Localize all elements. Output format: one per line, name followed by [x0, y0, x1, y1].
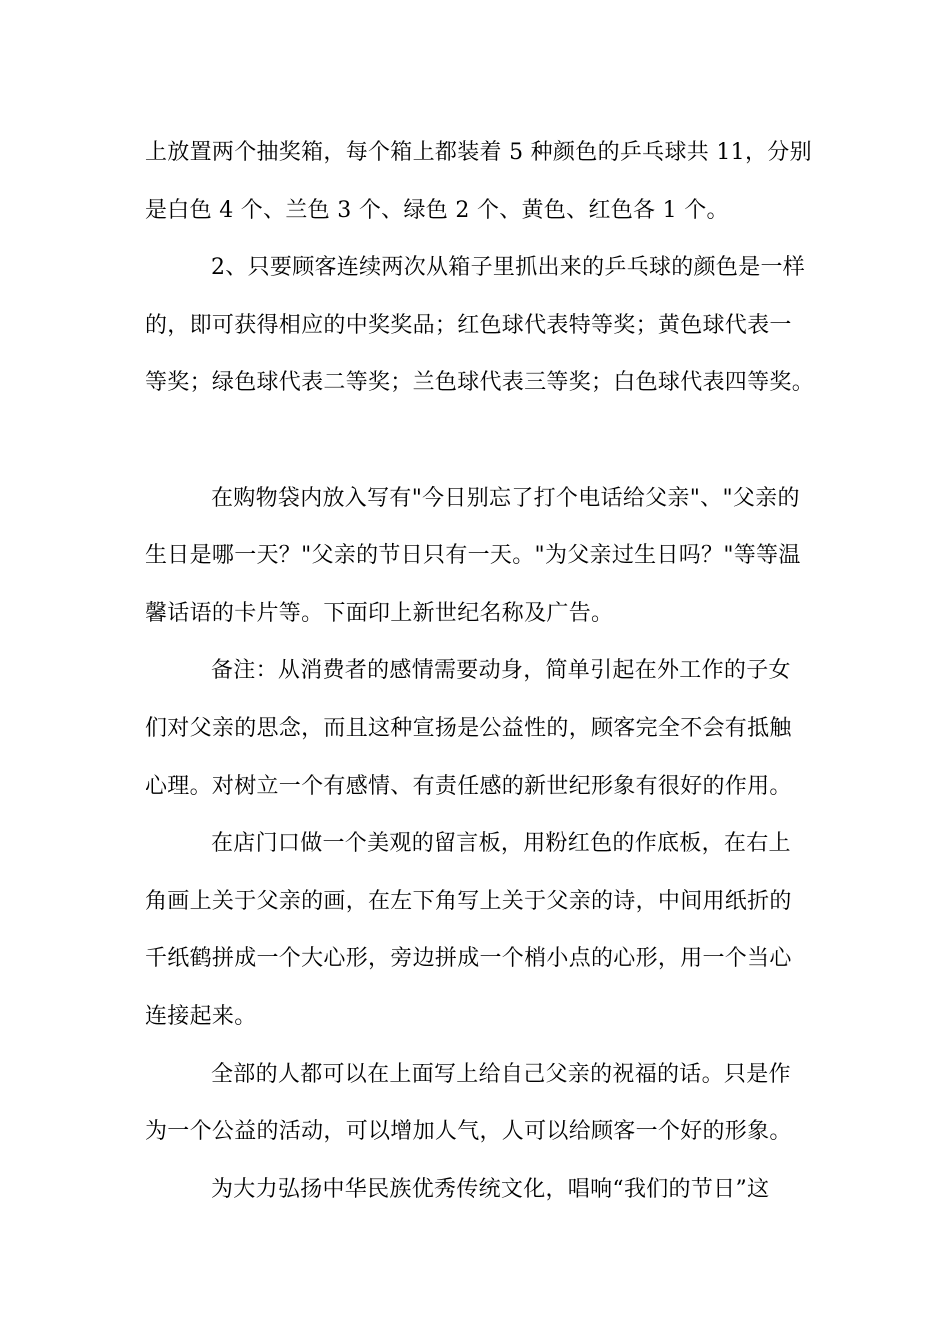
paragraph-traditional-culture [145, 1161, 815, 1219]
paragraph-lottery-boxes [145, 124, 815, 239]
text-line: 连接起来。 [145, 1003, 257, 1029]
text-line: 全部的人都可以在上面写上给自己父亲的祝福的话。只是作 [211, 1061, 791, 1087]
text-line: 生日是哪一天？"父亲的节日只有一天。"为父亲过生日吗？"等等温 [145, 543, 801, 569]
text-line: 为一个公益的活动，可以增加人气，人可以给顾客一个好的形象。 [145, 1119, 792, 1145]
paragraph-shopping-bag-cards [145, 470, 815, 643]
text-line: 在店门口做一个美观的留言板，用粉红色的作底板，在右上 [211, 831, 791, 857]
text-line: 在购物袋内放入写有"今日别忘了打个电话给父亲"、"父亲的 [211, 485, 800, 511]
text-line: 为大力弘扬中华民族优秀传统文化，唱响“我们的节日”这 [211, 1176, 770, 1202]
text-line: 千纸鹤拼成一个大心形，旁边拼成一个梢小点的心形，用一个当心 [145, 946, 792, 972]
text-line: 备注：从消费者的感情需要动身，简单引起在外工作的子女 [211, 658, 791, 684]
text-line: 馨话语的卡片等。下面印上新世纪名称及广告。 [145, 600, 614, 626]
text-line: 们对父亲的思念，而且这种宣扬是公益性的，顾客完全不会有抵触 [145, 715, 792, 741]
text-line: 上放置两个抽奖箱，每个箱上都装着 5 种颜色的乒乓球共 11，分别 [145, 140, 812, 165]
text-line: 等奖；绿色球代表二等奖；兰色球代表三等奖；白色球代表四等奖。 [145, 370, 815, 396]
text-line: 角画上关于父亲的画，在左下角写上关于父亲的诗，中间用纸折的 [145, 888, 792, 914]
document-body [145, 124, 815, 1218]
text-line: 2、只要顾客连续两次从箱子里抓出来的乒乓球的颜色是一样 [211, 255, 806, 281]
paragraph-spacer [145, 412, 815, 470]
paragraph-message-board [145, 815, 815, 1045]
paragraph-blessings [145, 1046, 815, 1161]
text-line: 心理。对树立一个有感情、有责任感的新世纪形象有很好的作用。 [145, 773, 792, 799]
text-line: 是白色 4 个、兰色 3 个、绿色 2 个、黄色、红色各 1 个。 [145, 197, 729, 223]
text-line: 的，即可获得相应的中奖奖品；红色球代表特等奖；黄色球代表一 [145, 312, 792, 338]
paragraph-remarks [145, 642, 815, 815]
paragraph-prize-rules [145, 239, 815, 412]
